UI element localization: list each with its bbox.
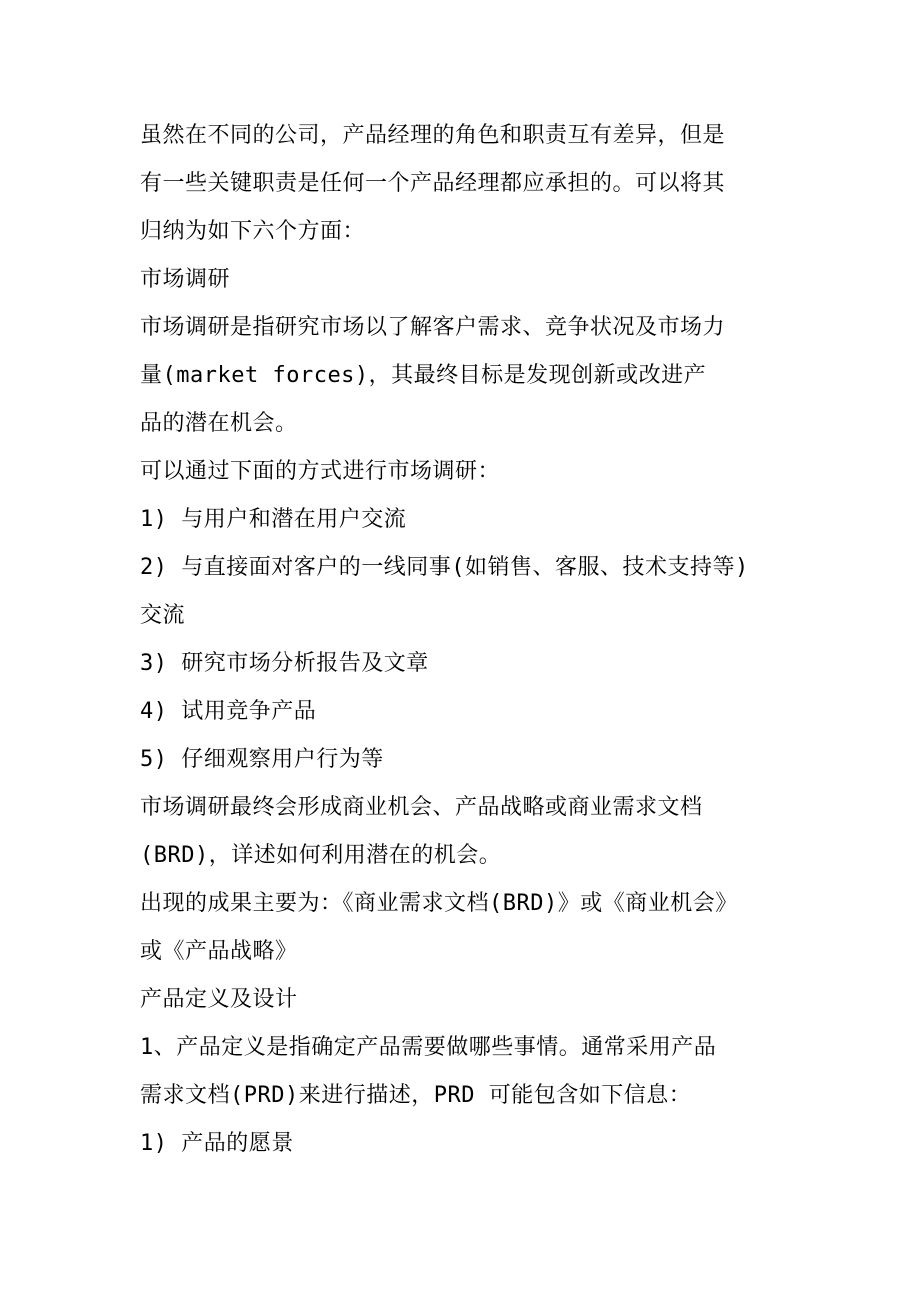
paragraph-line: (BRD)，详述如何利用潜在的机会。	[140, 843, 502, 868]
paragraph-line: 量(market forces)，其最终目标是发现创新或改进产	[140, 363, 707, 388]
paragraph-line: 虽然在不同的公司，产品经理的角色和职责互有差异，但是	[140, 123, 726, 148]
paragraph-line: 出现的成果主要为：《商业需求文档(BRD)》或《商业机会》	[140, 891, 738, 916]
paragraph-line: 或《产品战略》	[140, 939, 298, 964]
paragraph-line: 归纳为如下六个方面：	[140, 219, 366, 244]
paragraph-line: 市场调研是指研究市场以了解客户需求、竞争状况及市场力	[140, 315, 726, 340]
section-heading: 产品定义及设计	[140, 987, 298, 1012]
list-item: 5) 仔细观察用户行为等	[140, 747, 384, 772]
section-heading: 市场调研	[140, 267, 231, 292]
list-item: 3) 研究市场分析报告及文章	[140, 651, 429, 676]
paragraph-line: 需求文档(PRD)来进行描述，PRD 可能包含如下信息：	[140, 1083, 692, 1108]
paragraph-line: 市场调研最终会形成商业机会、产品战略或商业需求文档	[140, 795, 703, 820]
paragraph-line: 有一些关键职责是任何一个产品经理都应承担的。可以将其	[140, 171, 726, 196]
list-item: 1) 产品的愿景	[140, 1131, 294, 1156]
paragraph-line: 品的潜在机会。	[140, 411, 298, 436]
list-item: 4) 试用竞争产品	[140, 699, 317, 724]
list-item: 1) 与用户和潜在用户交流	[140, 507, 407, 532]
paragraph-line: 可以通过下面的方式进行市场调研：	[140, 459, 501, 484]
list-item-continuation: 交流	[140, 603, 186, 628]
list-item: 2) 与直接面对客户的一线同事(如销售、客服、技术支持等)	[140, 555, 749, 580]
paragraph-line: 1、产品定义是指确定产品需要做哪些事情。通常采用产品	[140, 1035, 717, 1060]
